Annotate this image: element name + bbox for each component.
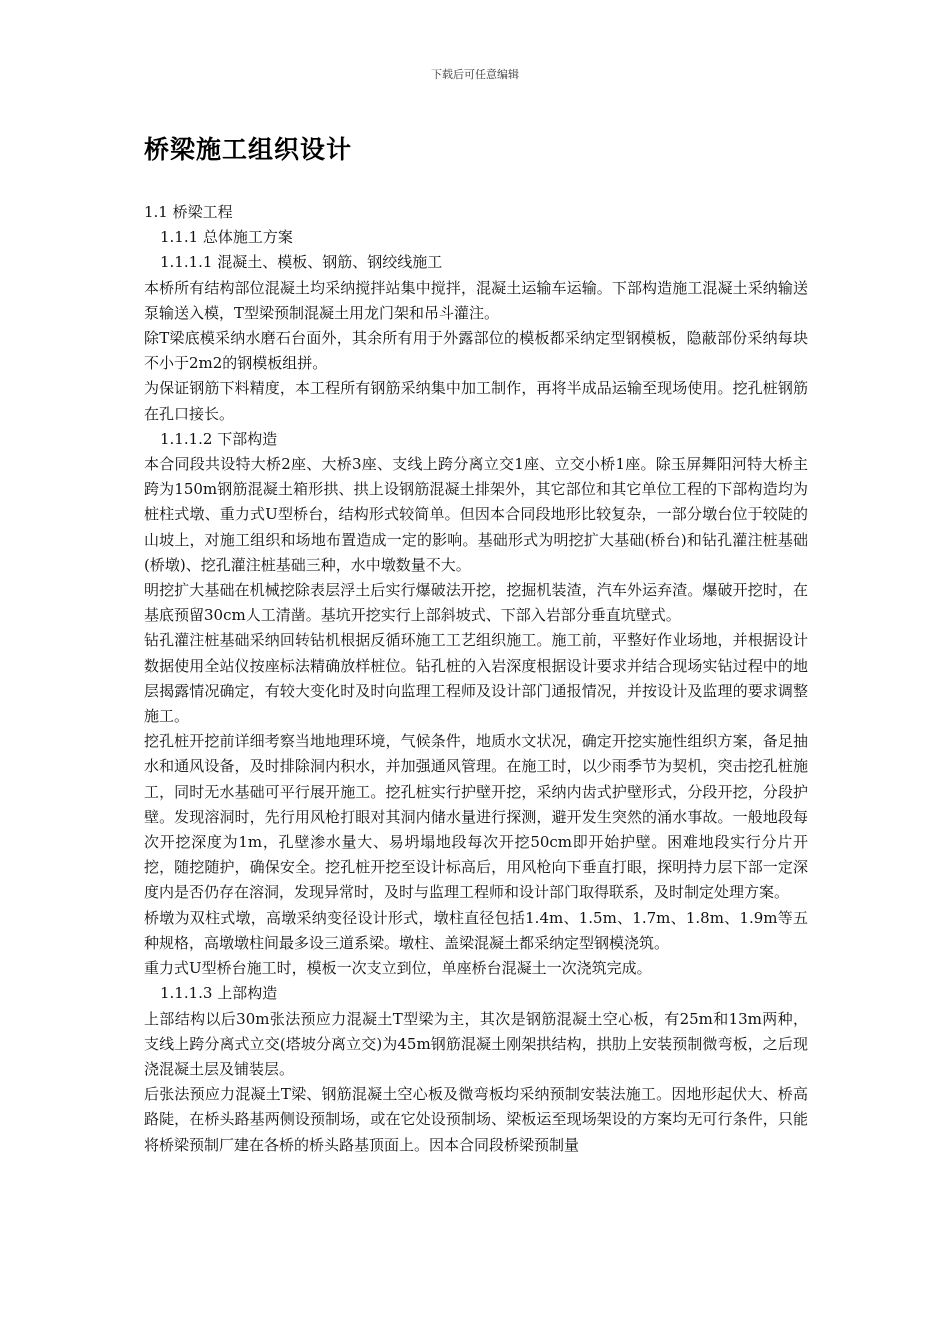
heading-1-1: 1.1 桥梁工程 [144,203,233,221]
heading-1-1-1-3: 1.1.1.3 上部构造 [160,984,278,1003]
page-header: 下载后可任意编辑 [431,68,519,81]
paragraph: 本桥所有结构部位混凝土均采纳搅拌站集中搅拌，混凝土运输车运输。下部构造施工混凝土采纳输送泵输送入模，T型梁预制混凝土用龙门架和吊斗灌注。 [144,278,808,322]
paragraph: 为保证钢筋下料精度，本工程所有钢筋采纳集中加工制作，再将半成品运输至现场使用。挖孔桩钢筋在孔口接长。 [144,379,808,423]
paragraph: 除T梁底模采纳水磨石台面外，其余所有用于外露部位的模板都采纳定型钢模板，隐蔽部份采纳每块不小于2m2的钢模板组拼。 [144,329,808,373]
document-title: 桥梁施工组织设计 [144,135,353,164]
heading-1-1-1-1: 1.1.1.1 混凝土、模板、钢筋、钢绞线施工 [160,253,443,272]
paragraph: 桥墩为双柱式墩，高墩采纳变径设计形式，墩柱直径包括1.4m、1.5m、1.7m、1.8m、1.9m等五种规格，高墩墩柱间最多设三道系梁。墩柱、盖梁混凝土都采纳定型钢模浇筑。 [144,908,808,952]
document-body [144,200,808,1158]
paragraph: 挖孔桩开挖前详细考察当地地理环境，气候条件，地质水文状况，确定开挖实施性组织方案，备足抽水和通风设备，及时排除洞内积水，并加强通风管理。在施工时，以少雨季节为契机，突击挖孔桩施工，同时无水基础可平行展开施工。挖孔桩实行护壁开挖，采纳内齿式护壁形式，分段开挖，分段护壁。发现溶洞时，先行用风枪打眼对其洞内储水量进行探测，避开发生突然的涌水事故。一般地段每次开挖深度为1m，孔壁渗水量大、易坍塌地段每次开挖50cm即开始护壁。困难地段实行分片开挖，随挖随护，确保安全。挖孔桩开挖至设计标高后，用风枪向下垂直打眼，探明持力层下部一定深度内是否仍存在溶洞，发现异常时，及时与监理工程师和设计部门取得联系，及时制定处理方案。 [144,732,808,902]
heading-1-1-1: 1.1.1 总体施工方案 [160,228,293,247]
paragraph: 本合同段共设特大桥2座、大桥3座、支线上跨分离立交1座、立交小桥1座。除玉屏舞阳河特大桥主跨为150m钢筋混凝土箱形拱、拱上设钢筋混凝土排架外，其它部位和其它单位工程的下部构造均为桩柱式墩、重力式U型桥台，结构形式较简单。但因本合同段地形比较复杂，一部分墩台位于较陡的山坡上，对施工组织和场地布置造成一定的影响。基础形式为明挖扩大基础(桥台)和钻孔灌注桩基础(桥墩)、挖孔灌注桩基础三种，水中墩数量不大。 [144,455,808,574]
paragraph: 上部结构以后30m张法预应力混凝土T型梁为主，其次是钢筋混凝土空心板，有25m和13m两种，支线上跨分离式立交(塔坡分离立交)为45m钢筋混凝土刚架拱结构，拱肋上安装预制微弯板，之后现浇混凝土层及铺装层。 [144,1009,808,1078]
paragraph: 钻孔灌注桩基础采纳回转钻机根据反循环施工工艺组织施工。施工前，平整好作业场地，并根据设计数据使用全站仪按座标法精确放样桩位。钻孔桩的入岩深度根据设计要求并结合现场实钻过程中的地层揭露情况确定，有较大变化时及时向监理工程师及设计部门通报情况，并按设计及监理的要求调整施工。 [144,631,808,726]
paragraph: 明挖扩大基础在机械挖除表层浮土后实行爆破法开挖，挖掘机装渣，汽车外运弃渣。爆破开挖时，在基底预留30cm人工清凿。基坑开挖实行上部斜坡式、下部入岩部分垂直坑壁式。 [144,581,808,625]
paragraph: 重力式U型桥台施工时，模板一次支立到位，单座桥台混凝土一次浇筑完成。 [144,959,652,978]
paragraph: 后张法预应力混凝土T梁、钢筋混凝土空心板及微弯板均采纳预制安装法施工。因地形起伏大、桥高路陡，在桥头路基两侧设预制场，或在它处设预制场、梁板运至现场架设的方案均无可行条件，只能将桥梁预制厂建在各桥的桥头路基顶面上。因本合同段桥梁预制量 [144,1085,808,1154]
heading-1-1-1-2: 1.1.1.2 下部构造 [160,429,278,448]
